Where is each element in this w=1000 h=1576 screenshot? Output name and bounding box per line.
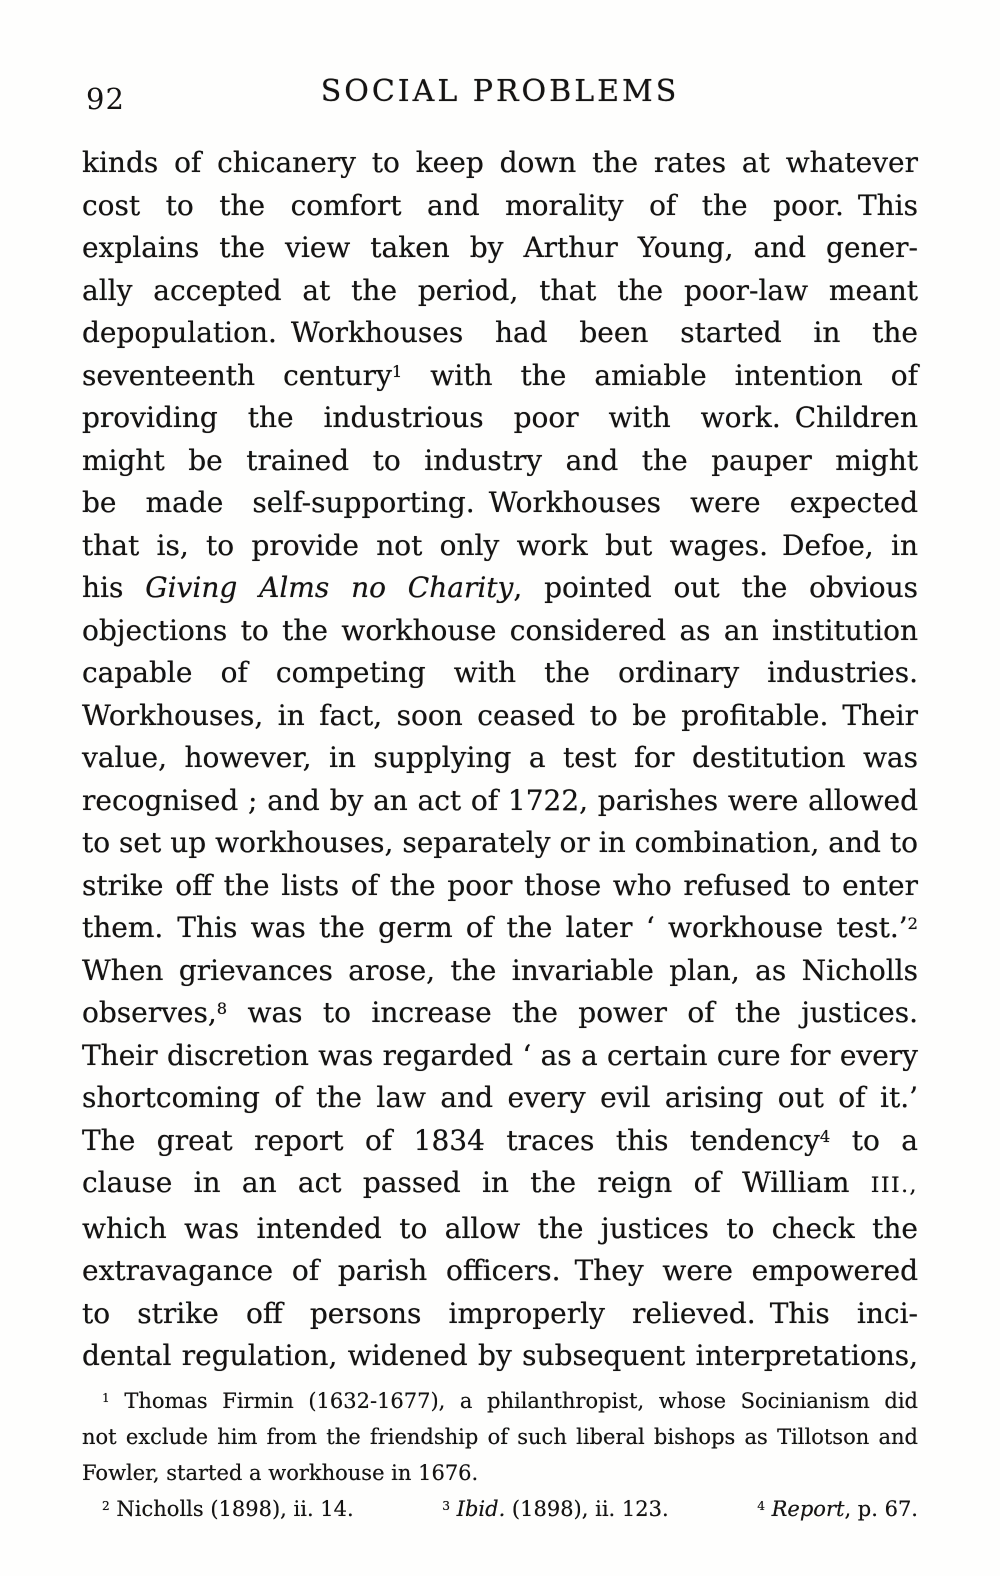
text-segment: strike off the lists of the poor those who refused to enter xyxy=(82,868,918,902)
text-line xyxy=(82,822,918,865)
text-line xyxy=(82,312,918,355)
text-line xyxy=(82,1035,918,1078)
text-line xyxy=(82,610,918,653)
text-segment: dental regulation, widened by subsequent interpretations, xyxy=(82,1339,918,1372)
text-segment: recognised ; and by an act of 1722, parishes were allowed xyxy=(82,783,918,817)
footnote-marker: 1 xyxy=(391,361,403,381)
text-segment: that is, to provide not only work but wages. Defoe, in xyxy=(82,528,918,562)
footnote-line xyxy=(82,1419,918,1455)
text-segment: Report xyxy=(771,1496,845,1521)
text-segment: which was intended to allow the justices to check the xyxy=(82,1211,918,1245)
footnote-marker: 2 xyxy=(102,1498,110,1513)
footnote-marker: 4 xyxy=(757,1498,765,1513)
text-line xyxy=(82,1120,918,1163)
text-line xyxy=(82,865,918,908)
text-line xyxy=(82,1162,918,1208)
text-segment: to a xyxy=(830,1123,918,1157)
page-title: SOCIAL PROBLEMS xyxy=(320,74,680,109)
text-line xyxy=(82,227,918,270)
text-segment: Their discretion was regarded ‘ as a certain cure for every xyxy=(82,1038,918,1072)
text-line xyxy=(82,907,918,950)
text-segment: Thomas Firmin (1632-1677), a philanthropist, whose Socinianism did xyxy=(109,1388,918,1413)
page-header xyxy=(82,74,918,116)
text-segment: depopulation. Workhouses had been started in the xyxy=(82,316,918,349)
footnote-reference xyxy=(102,1491,354,1527)
page-number: 92 xyxy=(86,82,125,116)
text-segment: explains the view taken by Arthur Young, and gener- xyxy=(82,231,918,264)
text-segment: them. This was the germ of the later ‘ workhouse test.’ xyxy=(82,911,908,944)
text-segment: extravagance of parish officers. They were empowered xyxy=(82,1254,918,1287)
text-line xyxy=(82,525,918,568)
text-segment: value, however, in supplying a test for destitution was xyxy=(82,741,918,774)
text-segment: (1898), ii. 123. xyxy=(505,1496,669,1521)
text-segment: , p. 67. xyxy=(844,1496,918,1521)
text-segment: Ibid. xyxy=(456,1496,506,1521)
text-segment: to strike off persons improperly relieved. This inci- xyxy=(82,1296,918,1330)
text-segment xyxy=(765,1497,772,1521)
text-line xyxy=(82,355,918,398)
text-line xyxy=(82,695,918,738)
text-segment: cost to the comfort and morality of the poor. This xyxy=(82,188,918,222)
text-segment: When grievances arose, the invariable plan, as Nicholls xyxy=(82,953,918,987)
text-segment: might be trained to industry and the pauper might xyxy=(82,443,918,477)
text-segment: Nicholls (1898), ii. 14. xyxy=(109,1496,354,1521)
text-line xyxy=(82,780,918,823)
footnote-references xyxy=(82,1491,918,1527)
text-segment: The great report of 1834 traces this tendency xyxy=(82,1123,820,1157)
text-segment: Workhouses, in fact, soon ceased to be profitable. Their xyxy=(82,698,918,732)
text-segment: objections to the workhouse considered as an institution xyxy=(82,613,918,647)
text-segment: providing the industrious poor with work. Children xyxy=(82,401,918,434)
text-segment: kinds of chicanery to keep down the rates at whatever xyxy=(82,146,918,179)
text-segment: be made self-supporting. Workhouses were expected xyxy=(82,486,918,519)
text-line xyxy=(82,397,918,440)
text-line xyxy=(82,1208,918,1251)
footnote-marker: 1 xyxy=(102,1390,110,1405)
text-line xyxy=(82,567,918,610)
text-segment: with the amiable intention of xyxy=(402,358,918,392)
text-segment: III., xyxy=(870,1173,918,1198)
text-segment: seventeenth century xyxy=(82,358,392,392)
text-segment: , pointed out the obvious xyxy=(513,571,918,604)
text-line xyxy=(82,737,918,780)
text-segment: clause in an act passed in the reign of William xyxy=(82,1166,871,1199)
text-line xyxy=(82,482,918,525)
text-line xyxy=(82,440,918,483)
footnote-paragraph xyxy=(82,1383,918,1491)
text-line xyxy=(82,185,918,228)
text-line xyxy=(82,992,918,1035)
text-segment: ally accepted at the period, that the poor-law meant xyxy=(82,273,918,307)
footnotes xyxy=(82,1383,918,1527)
text-line xyxy=(82,1335,918,1378)
text-segment: Giving Alms no Charity xyxy=(145,571,514,604)
footnote-marker: 2 xyxy=(907,914,918,934)
text-segment: Fowler, started a workhouse in 1676. xyxy=(82,1460,479,1485)
footnote-line xyxy=(82,1455,918,1491)
footnote-marker: 8 xyxy=(216,999,228,1019)
body-text xyxy=(82,142,918,1378)
footnote-marker: 4 xyxy=(819,1126,831,1146)
footnote-marker: 3 xyxy=(442,1498,450,1513)
text-segment xyxy=(450,1497,457,1521)
text-segment: shortcoming of the law and every evil arising out of it.’ xyxy=(82,1081,918,1114)
footnote-reference xyxy=(757,1491,918,1527)
text-segment: was to increase the power of the justices. xyxy=(227,996,918,1029)
text-segment: observes, xyxy=(82,996,217,1029)
text-segment: capable of competing with the ordinary industries. xyxy=(82,656,918,689)
text-line xyxy=(82,1077,918,1120)
text-line xyxy=(82,950,918,993)
text-line xyxy=(82,1293,918,1336)
text-line xyxy=(82,270,918,313)
text-line xyxy=(82,142,918,185)
footnote-reference xyxy=(442,1491,668,1527)
text-line xyxy=(82,652,918,695)
text-segment: not exclude him from the friendship of such liberal bishops as Tillotson and xyxy=(82,1424,918,1449)
footnote-line xyxy=(82,1383,918,1419)
text-segment: to set up workhouses, separately or in combination, and to xyxy=(82,826,918,859)
text-line xyxy=(82,1250,918,1293)
text-segment: his xyxy=(82,571,146,604)
